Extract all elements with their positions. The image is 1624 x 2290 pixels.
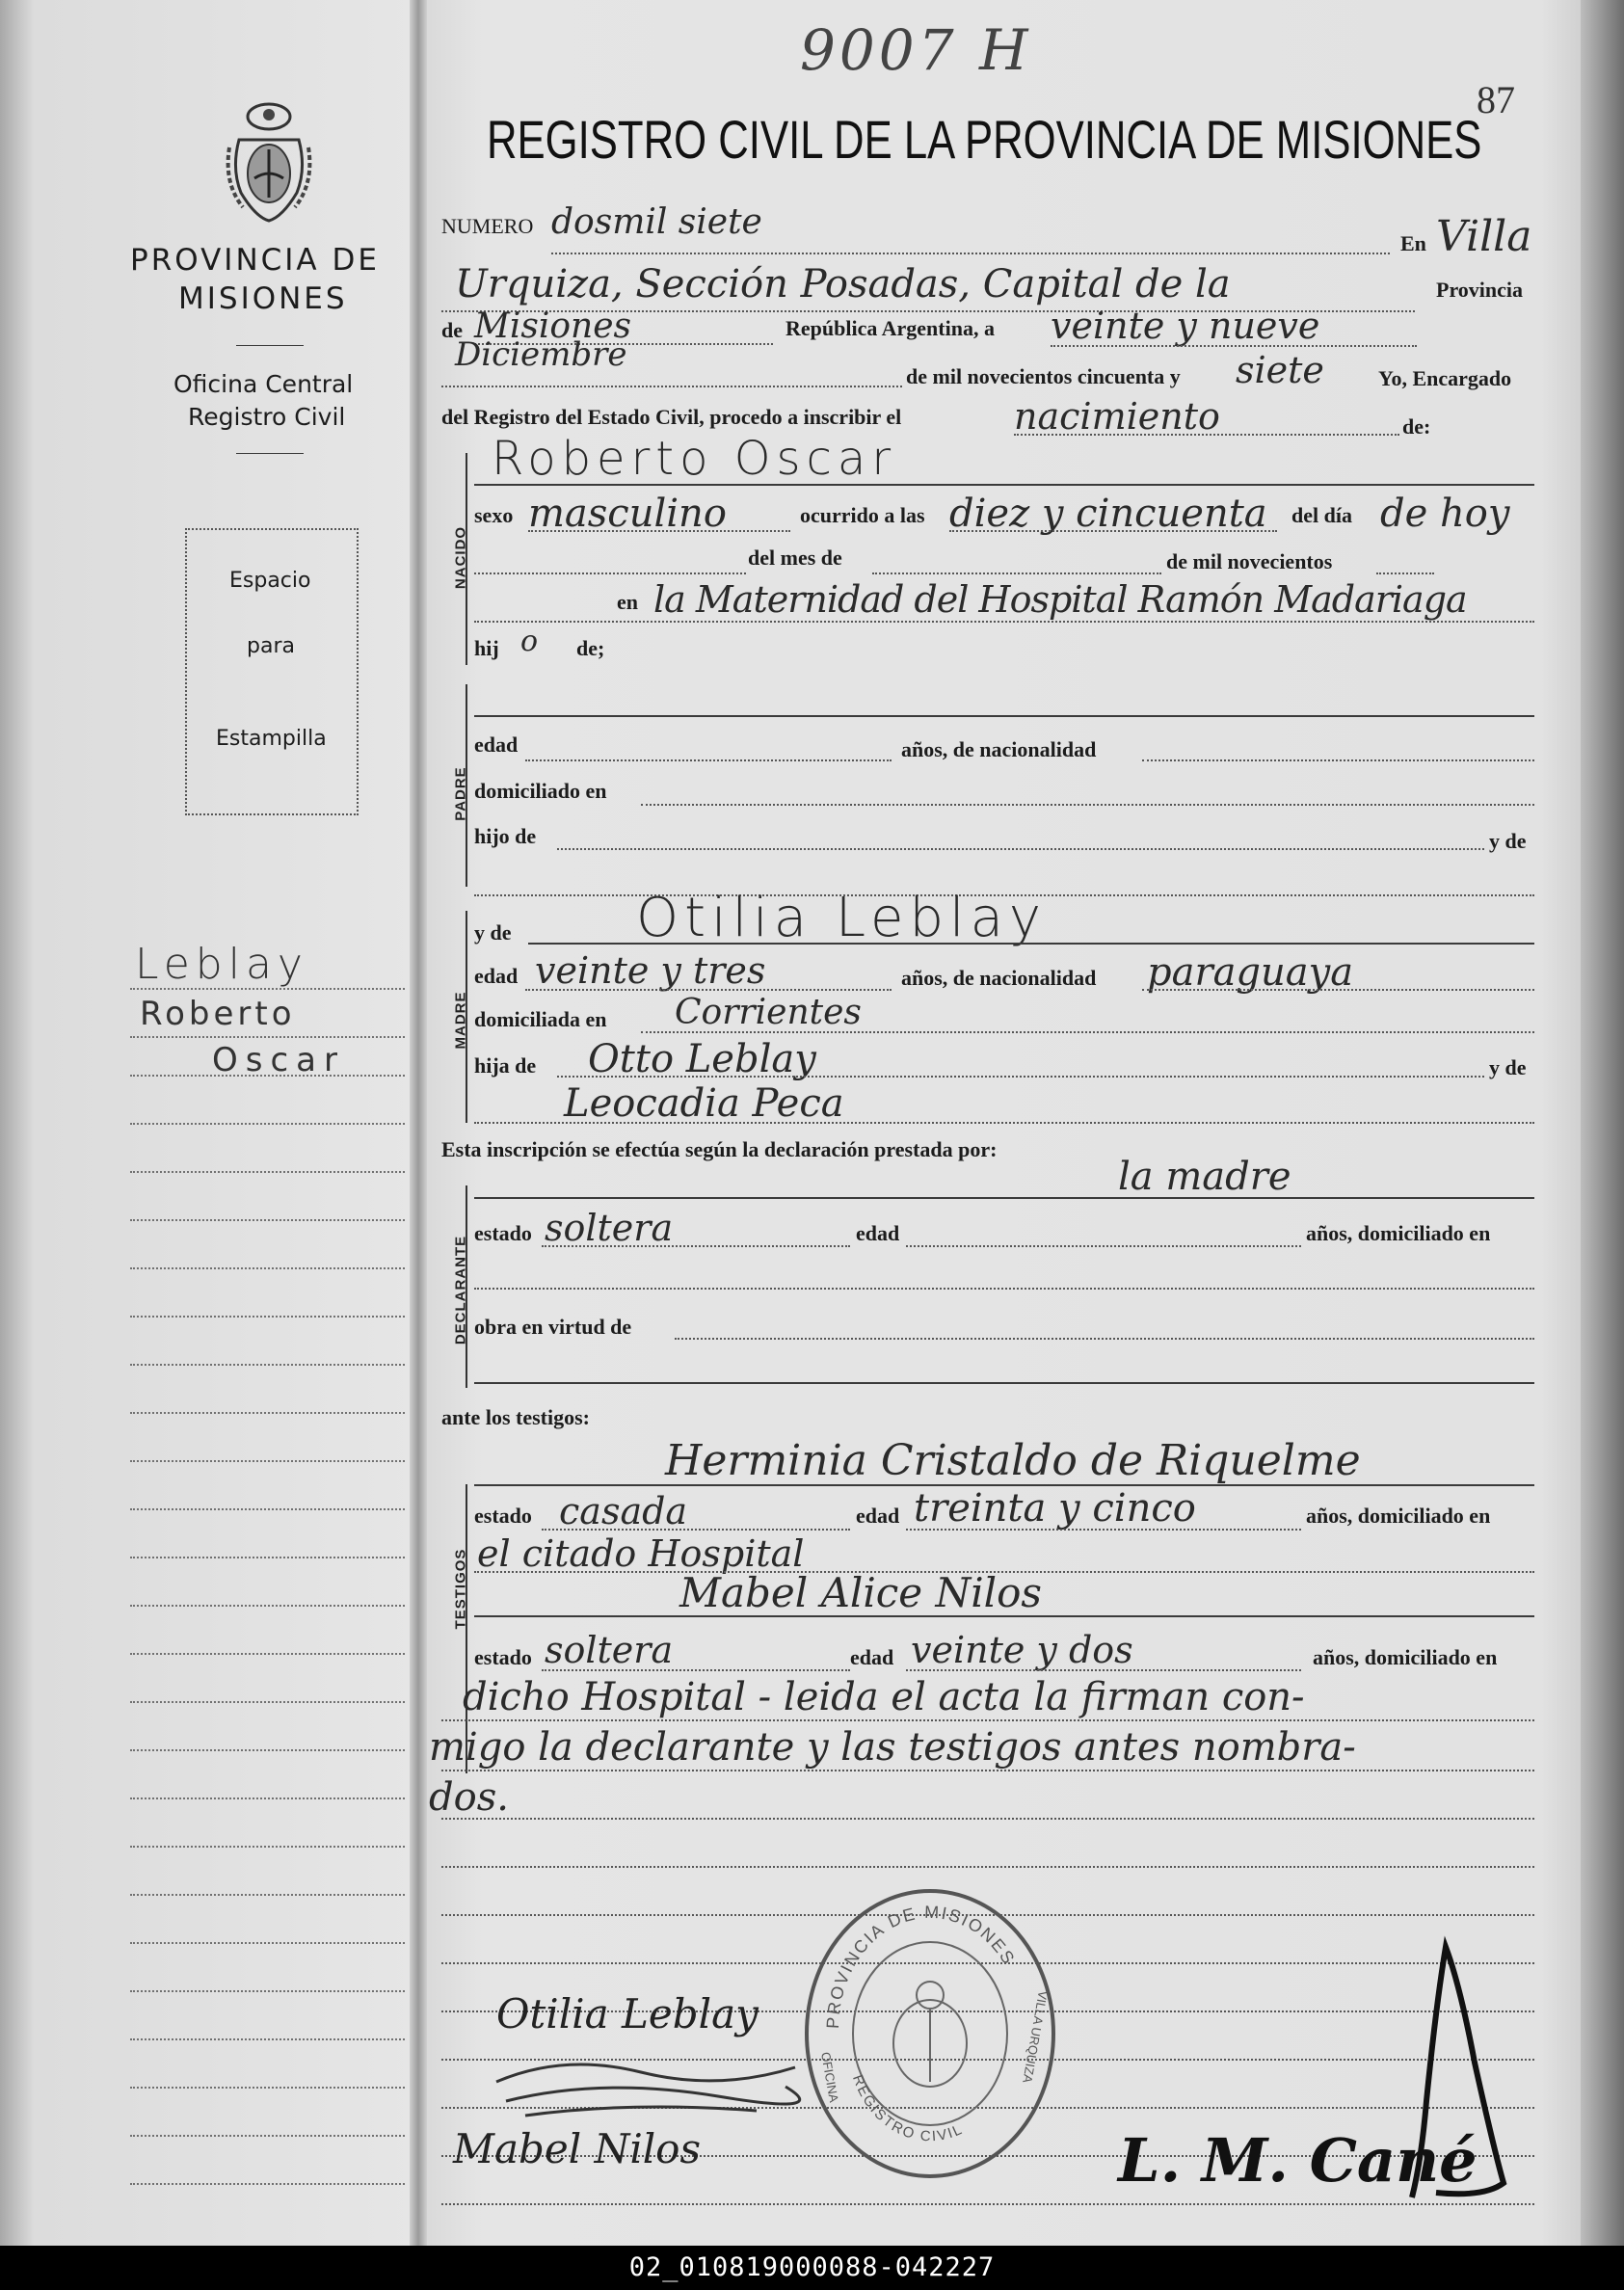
ruled-line <box>130 1894 405 1896</box>
stamp-space-box <box>185 528 359 815</box>
padre-top-line <box>474 715 1534 717</box>
testigo1-edad-line <box>906 1529 1301 1531</box>
ruled-line <box>130 1797 405 1799</box>
madre-name: Otilia Leblay <box>636 887 1048 949</box>
madre-hija-line <box>557 1076 1484 1078</box>
testigos-label: TESTIGOS <box>452 1548 469 1630</box>
acto-underline <box>1014 434 1399 436</box>
declarante-estado-value: soltera <box>545 1207 674 1249</box>
ruled-line <box>130 1316 405 1318</box>
ruled-line <box>130 1508 405 1510</box>
sidebar-province-line2: MISIONES <box>178 281 348 316</box>
testigo2-edad-label: edad <box>850 1645 894 1669</box>
closing-line3-rule <box>441 1818 1534 1820</box>
testigo2-name-line <box>474 1615 1534 1617</box>
seal-right-text: VILLA URQUIZA <box>1020 1989 1051 2085</box>
padre-y-de-label: y de <box>1489 829 1527 853</box>
testigo1-anos-label: años, domiciliado en <box>1306 1504 1491 1528</box>
stamp-space-line3: Estampilla <box>216 727 327 751</box>
nacido-name: Roberto Oscar <box>492 432 897 486</box>
testigo1-estado-line <box>542 1529 850 1531</box>
madre-hija-label: hija de <box>474 1053 537 1078</box>
declarante-value: la madre <box>1118 1155 1291 1199</box>
declarante-estado-label: estado <box>474 1221 532 1245</box>
ruled-line <box>130 1557 405 1558</box>
testigo2-edad-line <box>906 1669 1301 1671</box>
declaracion-intro: Esta inscripción se efectúa según la declaración prestada por: <box>441 1137 998 1161</box>
madre-edad-label: edad <box>474 964 519 988</box>
declarante-anos-label: años, domiciliado en <box>1306 1221 1491 1245</box>
ruled-line <box>130 1364 405 1366</box>
registro-label: del Registro del Estado Civil, procedo a inscribir el <box>441 405 902 429</box>
testigo1-estado-label: estado <box>474 1504 532 1528</box>
provincia-label: Provincia <box>1436 278 1524 302</box>
ruled-line <box>130 1942 405 1944</box>
del-mes-label: del mes de <box>748 546 842 570</box>
numero-label: NUMERO <box>441 214 534 238</box>
ruled-line <box>130 2183 405 2185</box>
lugar-underline <box>474 621 1534 623</box>
ruled-line <box>130 1990 405 1992</box>
signature-declarante: Otilia Leblay <box>496 1990 759 2037</box>
mil-underline <box>1376 572 1434 574</box>
year-label: de mil novecientos cincuenta y <box>906 364 1181 388</box>
closing-line1-rule <box>441 1719 1534 1721</box>
place-line: Urquiza, Sección Posadas, Capital de la <box>455 262 1231 306</box>
madre-y-de-label2: y de <box>1489 1055 1527 1079</box>
ruled-line <box>130 1123 405 1125</box>
declarante-edad-label: edad <box>856 1221 900 1245</box>
testigo1-estado-value: casada <box>559 1490 688 1532</box>
padre-label: PADRE <box>452 766 469 821</box>
hora-value: diez y cincuenta <box>949 492 1267 536</box>
acto-value: nacimiento <box>1014 395 1220 438</box>
declarante-label: DECLARANTE <box>452 1235 469 1345</box>
testigo2-anos-label: años, domiciliado en <box>1313 1645 1498 1669</box>
sidebar-office-line2: Registro Civil <box>188 403 346 431</box>
padre-edad-line <box>525 759 892 761</box>
ruled-line <box>130 2135 405 2137</box>
hij-label: hij <box>474 636 499 660</box>
year-value: siete <box>1236 349 1324 391</box>
republica-label: República Argentina, a <box>785 316 995 340</box>
day-underline <box>1051 345 1417 347</box>
ruled-line <box>130 1412 405 1414</box>
month-value: Diciembre <box>455 335 627 374</box>
sidebar-divider <box>236 345 304 346</box>
declarante-edad-line <box>906 1245 1301 1247</box>
padre-edad-label: edad <box>474 732 519 757</box>
top-annotation: 9007 H <box>800 17 1032 83</box>
madre-name-line <box>528 943 1534 945</box>
sexo-underline <box>528 530 790 532</box>
ruled-line <box>130 1653 405 1655</box>
ruled-line <box>130 2087 405 2089</box>
ruled-line <box>130 1701 405 1703</box>
ruled-line <box>130 1075 405 1077</box>
lugar-value: la Maternidad del Hospital Ramón Madariaga <box>653 578 1467 621</box>
madre-label: MADRE <box>452 991 469 1050</box>
coat-of-arms-icon <box>222 101 316 228</box>
signature-scribble <box>487 2043 805 2130</box>
hij-value: o <box>520 625 539 658</box>
ruled-line <box>130 1219 405 1221</box>
seal-outer-text: PROVINCIA DE MISIONES <box>822 1902 1020 2030</box>
madre-madre-value: Leocadia Peca <box>564 1081 844 1126</box>
numero-value: dosmil siete <box>551 202 762 242</box>
mes-pre-line <box>474 572 746 574</box>
madre-edad-value: veinte y tres <box>535 949 766 992</box>
padre-anos-label: años, de nacionalidad <box>901 737 1097 761</box>
margin-note-surname: Leblay <box>135 940 308 989</box>
footer-id: 02_010819000088-042227 <box>628 2252 996 2282</box>
margin-note-name2: Oscar <box>212 1041 345 1079</box>
ruled-line <box>441 1866 1534 1868</box>
numero-line <box>551 253 1390 254</box>
madre-domicilio-value: Corrientes <box>675 993 862 1032</box>
testigo1-domicilio-value: el citado Hospital <box>477 1532 805 1575</box>
de2-label: de: <box>1402 414 1431 439</box>
closing-line2: migo la declarante y las testigos antes nombra- <box>429 1725 1356 1770</box>
padre-nac-line <box>1142 759 1534 761</box>
testigo2-estado-line <box>542 1669 850 1671</box>
declarante-dom-line <box>474 1288 1534 1290</box>
nacido-label: NACIDO <box>452 525 469 590</box>
testigo2-name: Mabel Alice Nilos <box>679 1569 1042 1616</box>
ruled-line <box>130 1460 405 1462</box>
provincia-value: Misiones <box>474 306 632 346</box>
dia-value: de hoy <box>1380 492 1510 536</box>
sexo-label: sexo <box>474 503 514 527</box>
testigo1-edad-label: edad <box>856 1504 900 1528</box>
page-edge-shadow <box>1581 0 1624 2246</box>
testigo2-edad-value: veinte y dos <box>911 1629 1133 1671</box>
madre-y-de-label: y de <box>474 920 512 945</box>
madre-last-line <box>474 1122 1534 1124</box>
official-signature: L. M. Cané <box>1118 2125 1478 2196</box>
testigo2-estado-label: estado <box>474 1645 532 1669</box>
closing-line1: dicho Hospital - leida el acta la firman con- <box>463 1675 1305 1719</box>
day-value: veinte y nueve <box>1051 305 1320 347</box>
footer-id-bar <box>0 2246 1624 2290</box>
declarante-top-line <box>474 1197 1534 1199</box>
ruled-line <box>130 2038 405 2040</box>
padre-dom-line <box>641 804 1534 806</box>
sexo-value: masculino <box>528 492 727 536</box>
madre-nacionalidad-value: paraguaya <box>1147 950 1354 995</box>
declarante-obra-line <box>675 1338 1534 1340</box>
testigo1-edad-value: treinta y cinco <box>914 1486 1196 1531</box>
mil-label: de mil novecientos <box>1166 549 1333 573</box>
page-number: 87 <box>1477 78 1515 121</box>
testigo2-estado-value: soltera <box>545 1629 674 1671</box>
en-value: Villa <box>1436 212 1532 261</box>
declarante-obra-label: obra en virtud de <box>474 1315 632 1339</box>
ruled-line <box>130 1749 405 1751</box>
testigo1-name: Herminia Cristaldo de Riquelme <box>665 1436 1361 1485</box>
seal-bottom-text: REGISTRO CIVIL <box>849 2072 967 2145</box>
hij-de-label: de; <box>576 636 605 660</box>
ruled-line <box>130 1036 405 1038</box>
registry-title: REGISTRO CIVIL DE LA PROVINCIA DE MISIONES <box>487 109 1482 170</box>
sidebar-province-line1: PROVINCIA DE <box>130 243 380 278</box>
sidebar-divider <box>236 453 304 454</box>
madre-edad-line <box>525 989 892 991</box>
testigos-intro: ante los testigos: <box>441 1405 590 1429</box>
encargado-label: Yo, Encargado <box>1378 366 1512 390</box>
declarante-bottom-line <box>474 1382 1534 1384</box>
closing-line3: dos. <box>429 1775 509 1820</box>
sidebar-office-line1: Oficina Central <box>173 370 354 398</box>
signature-testigo: Mabel Nilos <box>453 2125 702 2172</box>
madre-domiciliada-label: domiciliada en <box>474 1007 607 1031</box>
declarante-estado-line <box>542 1245 850 1247</box>
madre-padre-value: Otto Leblay <box>588 1037 816 1081</box>
ruled-line <box>130 988 405 990</box>
mes-underline <box>872 572 1161 574</box>
de-label: de <box>441 318 463 342</box>
en-label: En <box>1400 231 1426 255</box>
madre-dom-line <box>641 1031 1534 1033</box>
closing-line2-rule <box>441 1770 1534 1771</box>
seal-left-text: OFICINA <box>818 2050 841 2104</box>
padre-domiciliado-label: domiciliado en <box>474 779 607 803</box>
month-underline <box>441 386 902 387</box>
stamp-space-line2: para <box>247 634 295 658</box>
stamp-space-line1: Espacio <box>229 569 311 593</box>
en-label-nacido: en <box>617 590 638 614</box>
ruled-line <box>130 1267 405 1269</box>
nacido-name-line <box>474 484 1534 486</box>
hora-underline <box>949 530 1277 532</box>
padre-hijo-line <box>557 848 1484 850</box>
margin-note-name: Roberto <box>140 995 296 1033</box>
official-seal <box>800 1884 1060 2183</box>
ocurrido-label: ocurrido a las <box>800 503 925 527</box>
del-dia-label: del día <box>1291 503 1352 527</box>
padre-hijo-label: hijo de <box>474 824 537 848</box>
madre-anos-label: años, de nacionalidad <box>901 966 1097 990</box>
ruled-line <box>130 1846 405 1848</box>
ruled-line <box>130 1171 405 1173</box>
madre-nac-line <box>1142 989 1534 991</box>
ruled-line <box>130 1605 405 1607</box>
book-spine <box>410 0 427 2246</box>
